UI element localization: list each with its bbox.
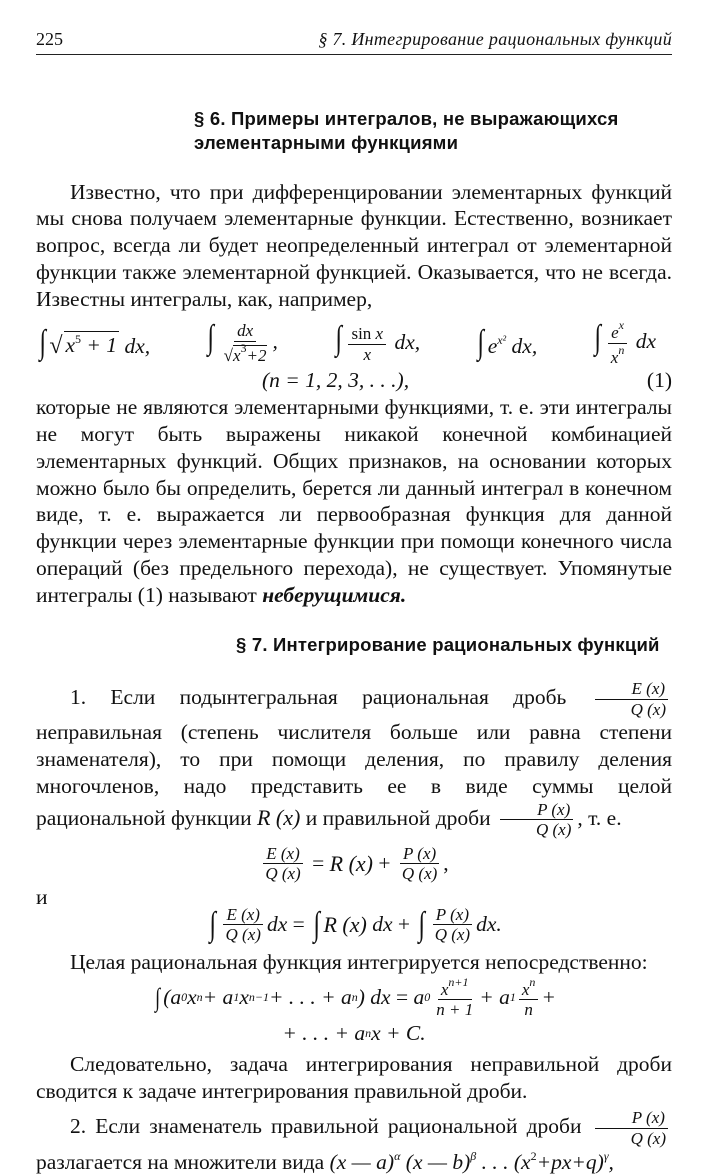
factorization-expression: (x — a)$^\alpha$ (x — b)$^\beta$ . . . $(x^2+px+q)^\gamma$, xyxy=(329,1148,614,1174)
formula-1-line-2 xyxy=(36,367,672,394)
section-7-integer-function: Целая рациональная функция интегрируется непосредственно: xyxy=(70,949,648,974)
conjunction-and: и xyxy=(36,884,48,909)
section-6-heading: § 6. Примеры интегралов, не выражающихся элементарными функциями xyxy=(194,107,619,153)
formula-1 xyxy=(36,319,656,367)
page-header xyxy=(36,28,672,55)
page xyxy=(36,28,672,1175)
page-number: 225 xyxy=(36,29,63,49)
integral-sqrt-x5: ∫ √ $x^5 + 1$ dx, xyxy=(39,323,151,361)
section-7-item-2: 2. Если знаменатель правильной рациональной дроби $\frac{P (x)}{Q (x)}$ разлагается на множители вида (x — a)$^\alpha$ (x — b)$^\beta$ . . . $(x^2+px+q)^\gamma$, xyxy=(36,1108,667,1174)
formula-polynomial-integral-line-2: + . . . + a n x + C. xyxy=(282,1020,426,1045)
fraction-P-over-Q: $\frac{P (x)}{Q (x)}$ xyxy=(499,800,574,840)
integral-dx-over-sqrt: ∫ $\frac{dx}{√x^3+2}$ , xyxy=(207,318,278,365)
term-neberushchiesya: неберущимися. xyxy=(262,583,407,608)
n-values: (n = 1, 2, 3, . . .), xyxy=(262,368,410,393)
running-title: § 7. Интегрирование рациональных функций xyxy=(318,29,672,49)
section-6-paragraph-1: Известно, что при дифференцировании элементарных функций мы снова получаем элементарные функции. Естественно, возникает вопрос, всегда ли будет неопределенный интеграл от элементарной функции также элементарной функцией. Оказывается, что не всегда. Известны интегралы, как, например, xyxy=(36,179,672,312)
formula-number: (1) xyxy=(646,368,672,393)
section-6-paragraph-2: которые не являются элементарными функциями, т. е. эти интегралы не могут быть выражены никакой конечной комбинацией элементарных функций. Общих признаков, на основании которых можно было бы определить, берется ли данный интеграл в конечном виде, т. е. выражается ли первообразная функция для данной функции через элементарные функции при помощи конечного числа операций (без предельного перехода), не существует. Упомянутые интегралы (1) называют неберущимися. xyxy=(36,394,672,608)
integral-e-x2: ∫ $e^{x^2}$ dx, xyxy=(477,324,538,362)
section-7-heading: § 7. Интегрирование рациональных функций xyxy=(236,633,660,655)
integral-ex-over-xn: ∫ $\frac{e^x}{x^n}$ dx xyxy=(594,317,656,367)
integral-sinx-over-x: ∫ $\frac{\text{sin x}}{x}$ dx, xyxy=(335,319,421,364)
formula-polynomial-integral: ∫ (a 0 x n + a 1 x n−1 + . . . + a n ) dx = a 0 $\frac{x^{n+1}}{n + 1}$ + a 1 $\frac{x^n}{n}$ + xyxy=(155,974,556,1020)
section-7-conclusion: Следовательно, задача интегрирования неправильной дроби сводится к задаче интегрирования правильной дроби. xyxy=(36,1051,672,1103)
fraction-E-over-Q: $\frac{E (x)}{Q (x)}$ xyxy=(594,679,669,719)
formula-decomposition: $\frac{E (x)}{Q (x)}$ = R (x) + $\frac{P (x)}{Q (x)}$ , xyxy=(36,844,672,884)
section-7-item-1: 1. Если подынтегральная рациональная дробь $\frac{E (x)}{Q (x)}$ неправильная (степень числителя больше или равна степени знаменателя), то при помощи деления, по правилу деления многочленов, надо представить ее в виде суммы целой рациональной функции R (x) и правильной дроби $\frac{P (x)}{Q (x)}$ , т. е. xyxy=(36,678,672,840)
formula-integral-decomposition: ∫ $\frac{E (x)}{Q (x)}$ dx = ∫ R (x) dx + ∫ $\frac{P (x)}{Q (x)}$ dx. xyxy=(209,904,502,945)
